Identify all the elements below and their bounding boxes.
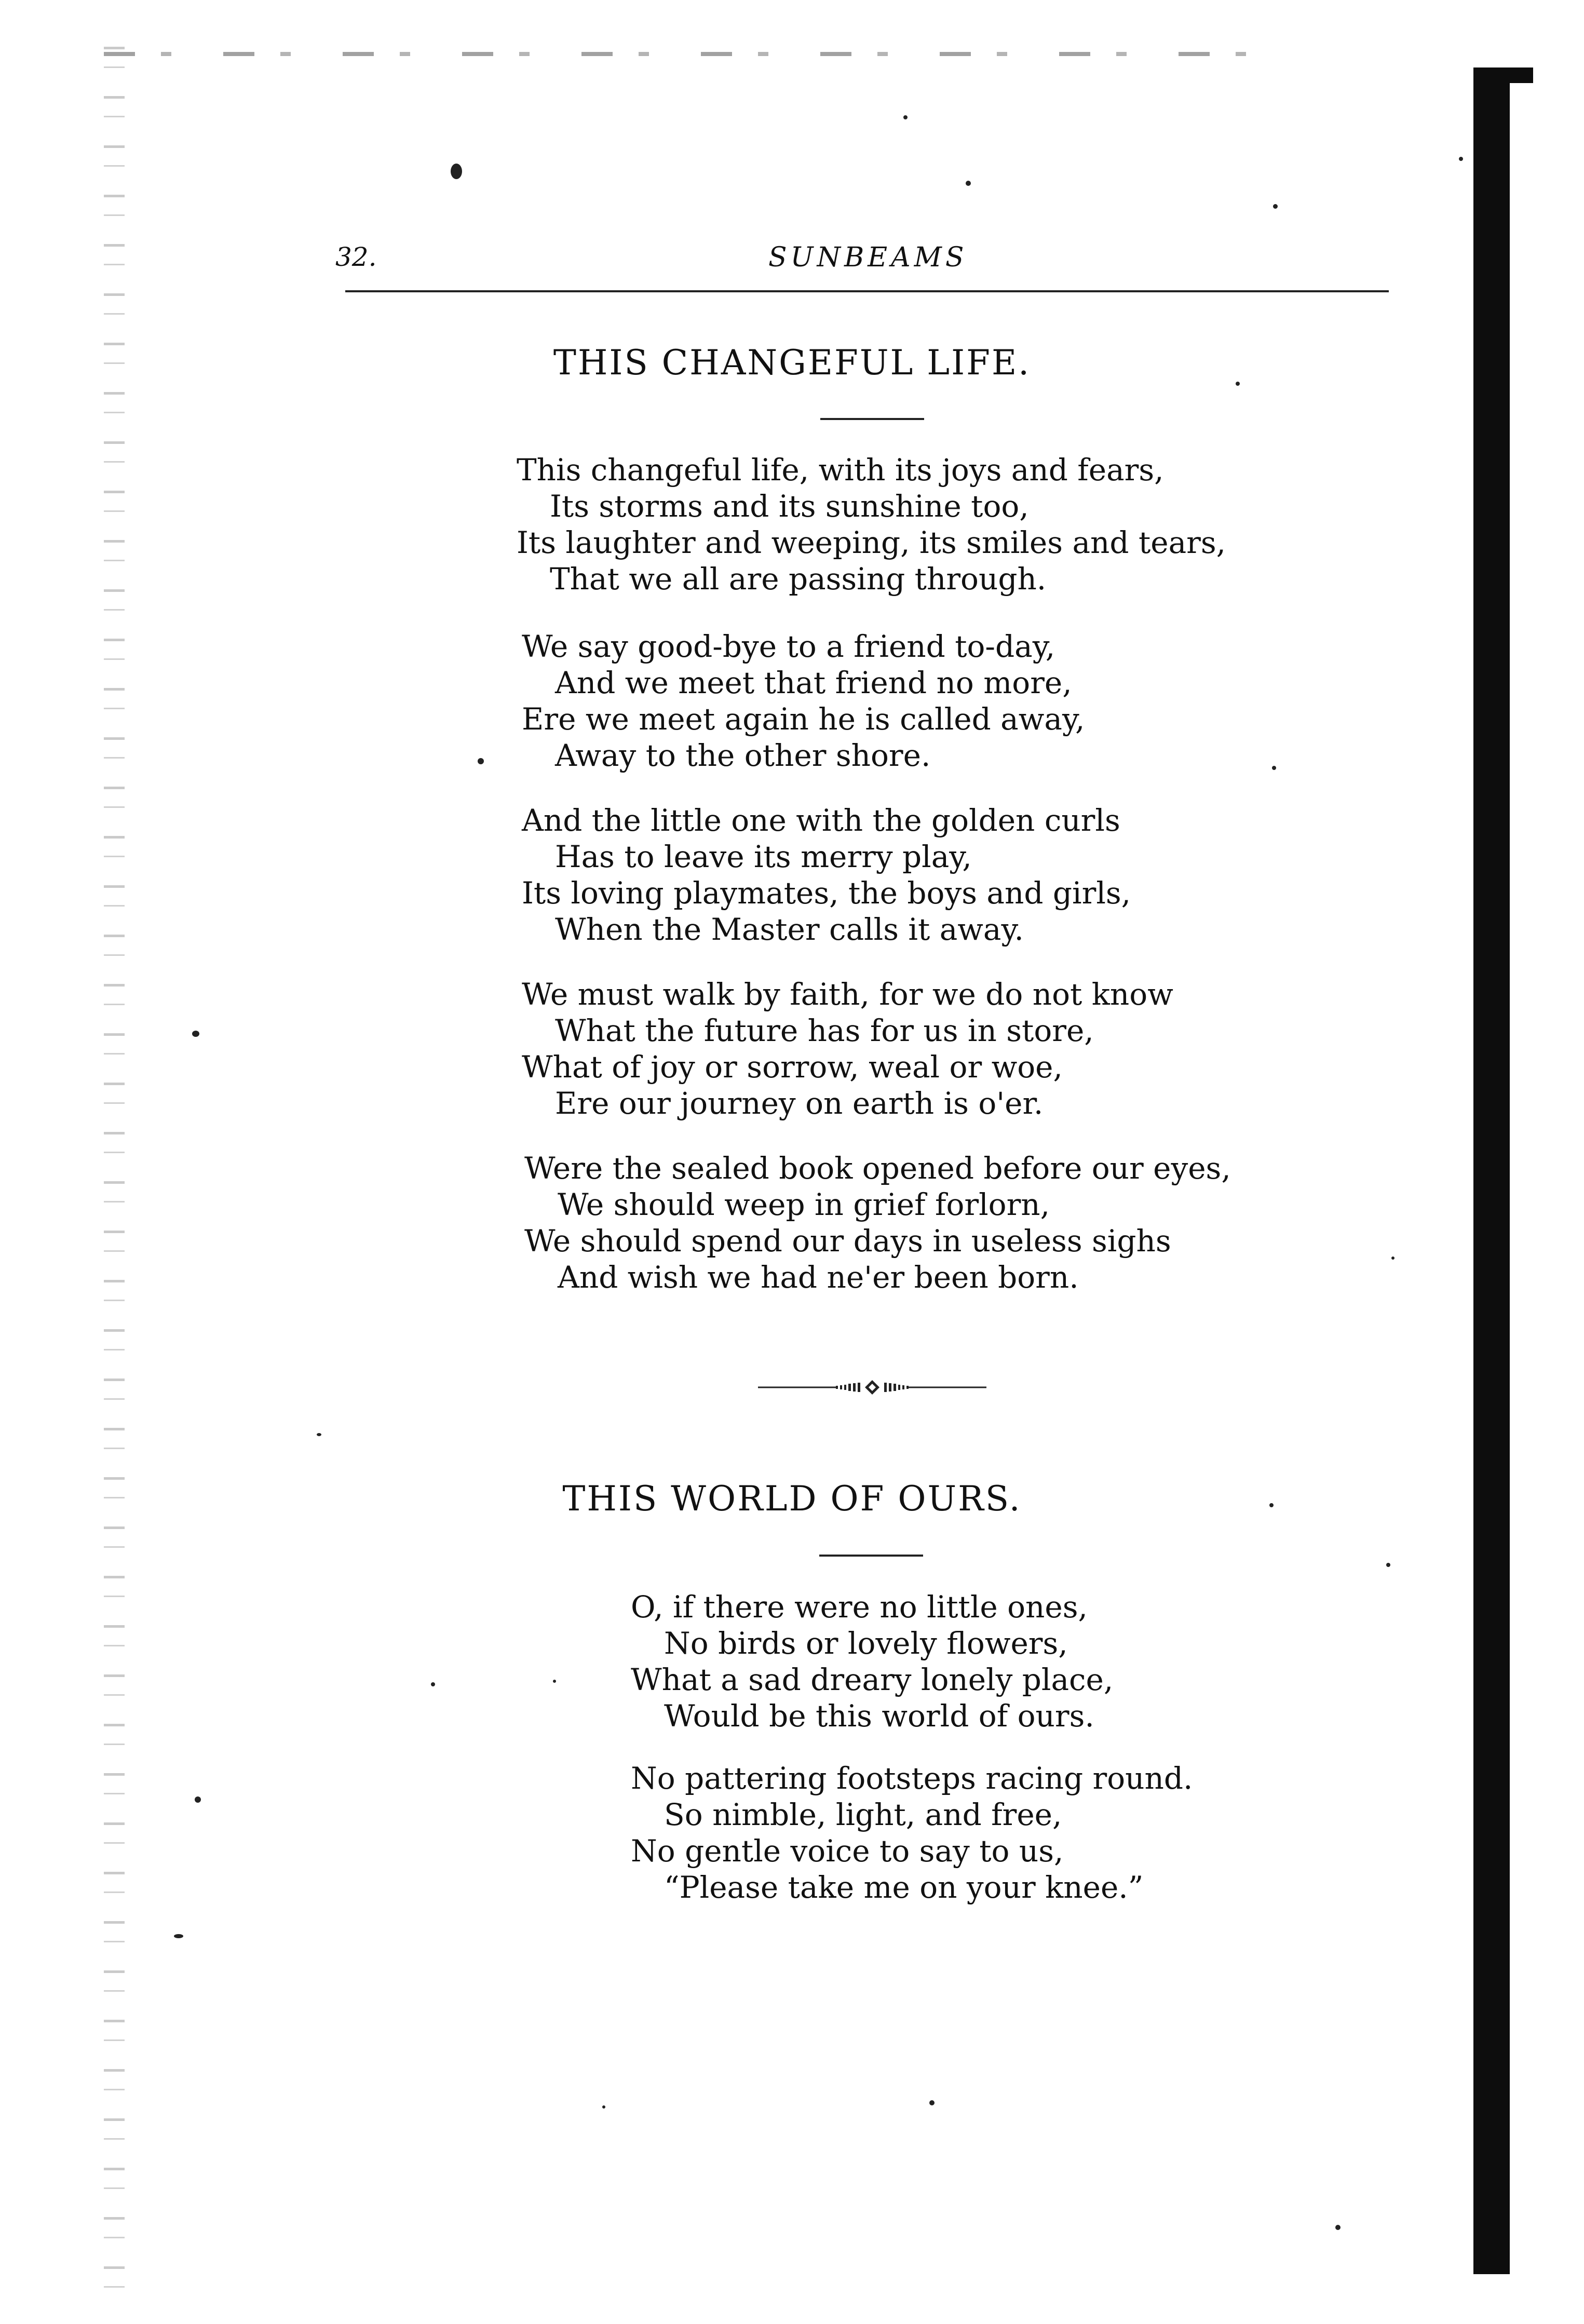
poem-line: What of joy or sorrow, weal or woe,: [522, 1049, 1063, 1085]
poem-line: What the future has for us in store,: [555, 1013, 1094, 1048]
poem-line: We should spend our days in useless sighs: [524, 1223, 1171, 1259]
poem-line: That we all are passing through.: [550, 561, 1047, 597]
poem-line: Its laughter and weeping, its smiles and tears,: [517, 525, 1226, 560]
poem-line: And wish we had ne'er been born.: [558, 1260, 1079, 1295]
poem-line: We must walk by faith, for we do not know: [522, 977, 1173, 1012]
page-number: 32.: [335, 242, 377, 272]
poem-line: We should weep in grief forlorn,: [558, 1187, 1050, 1222]
poem-line: Were the sealed book opened before our eyes,: [524, 1151, 1231, 1186]
poem-line: O, if there were no little ones,: [631, 1589, 1088, 1625]
stanza: [522, 976, 1173, 1122]
scan-gutter-noise: [104, 47, 125, 2290]
poem-line: When the Master calls it away.: [555, 912, 1024, 947]
poem-line: Away to the other shore.: [555, 738, 931, 773]
header-rule: [345, 290, 1389, 292]
poem-line: No gentle voice to say to us,: [631, 1833, 1064, 1869]
poem-line: No birds or lovely flowers,: [664, 1626, 1068, 1661]
stanza: [517, 452, 1226, 597]
stanza: [631, 1589, 1113, 1734]
stanza: [524, 1150, 1231, 1295]
poem-line: Its storms and its sunshine too,: [550, 489, 1029, 524]
poem-line: Would be this world of ours.: [664, 1698, 1094, 1734]
poem-line: We say good-bye to a friend to-day,: [522, 629, 1055, 664]
scan-top-edge-noise: [104, 52, 1246, 56]
poem-title-2: THIS WORLD OF OURS.: [562, 1479, 1022, 1519]
poem-line: Has to leave its merry play,: [555, 839, 972, 874]
stanza: [631, 1760, 1193, 1906]
poem-line: What a sad dreary lonely place,: [631, 1662, 1114, 1697]
binding-shadow-bar: [1473, 67, 1510, 2274]
binding-shadow-top: [1473, 67, 1533, 83]
stanza: [522, 628, 1085, 774]
poem-line: So nimble, light, and free,: [664, 1797, 1062, 1832]
ornament-divider: [758, 1377, 986, 1398]
poem-line: And the little one with the golden curls: [522, 803, 1120, 838]
poem-title-rule-1: [820, 418, 924, 420]
poem-line: And we meet that friend no more,: [555, 665, 1072, 700]
poem-line: Its loving playmates, the boys and girls,: [522, 875, 1131, 911]
poem-line: This changeful life, with its joys and fears,: [517, 452, 1164, 488]
running-title: SUNBEAMS: [768, 242, 968, 273]
poem-line: No pattering footsteps racing round.: [631, 1761, 1193, 1796]
stanza: [522, 802, 1131, 948]
poem-line: Ere we meet again he is called away,: [522, 701, 1085, 737]
poem-title-rule-2: [819, 1555, 923, 1557]
poem-line: Ere our journey on earth is o'er.: [555, 1086, 1044, 1121]
poem-title-1: THIS CHANGEFUL LIFE.: [553, 343, 1031, 383]
poem-line: “Please take me on your knee.”: [664, 1870, 1144, 1905]
